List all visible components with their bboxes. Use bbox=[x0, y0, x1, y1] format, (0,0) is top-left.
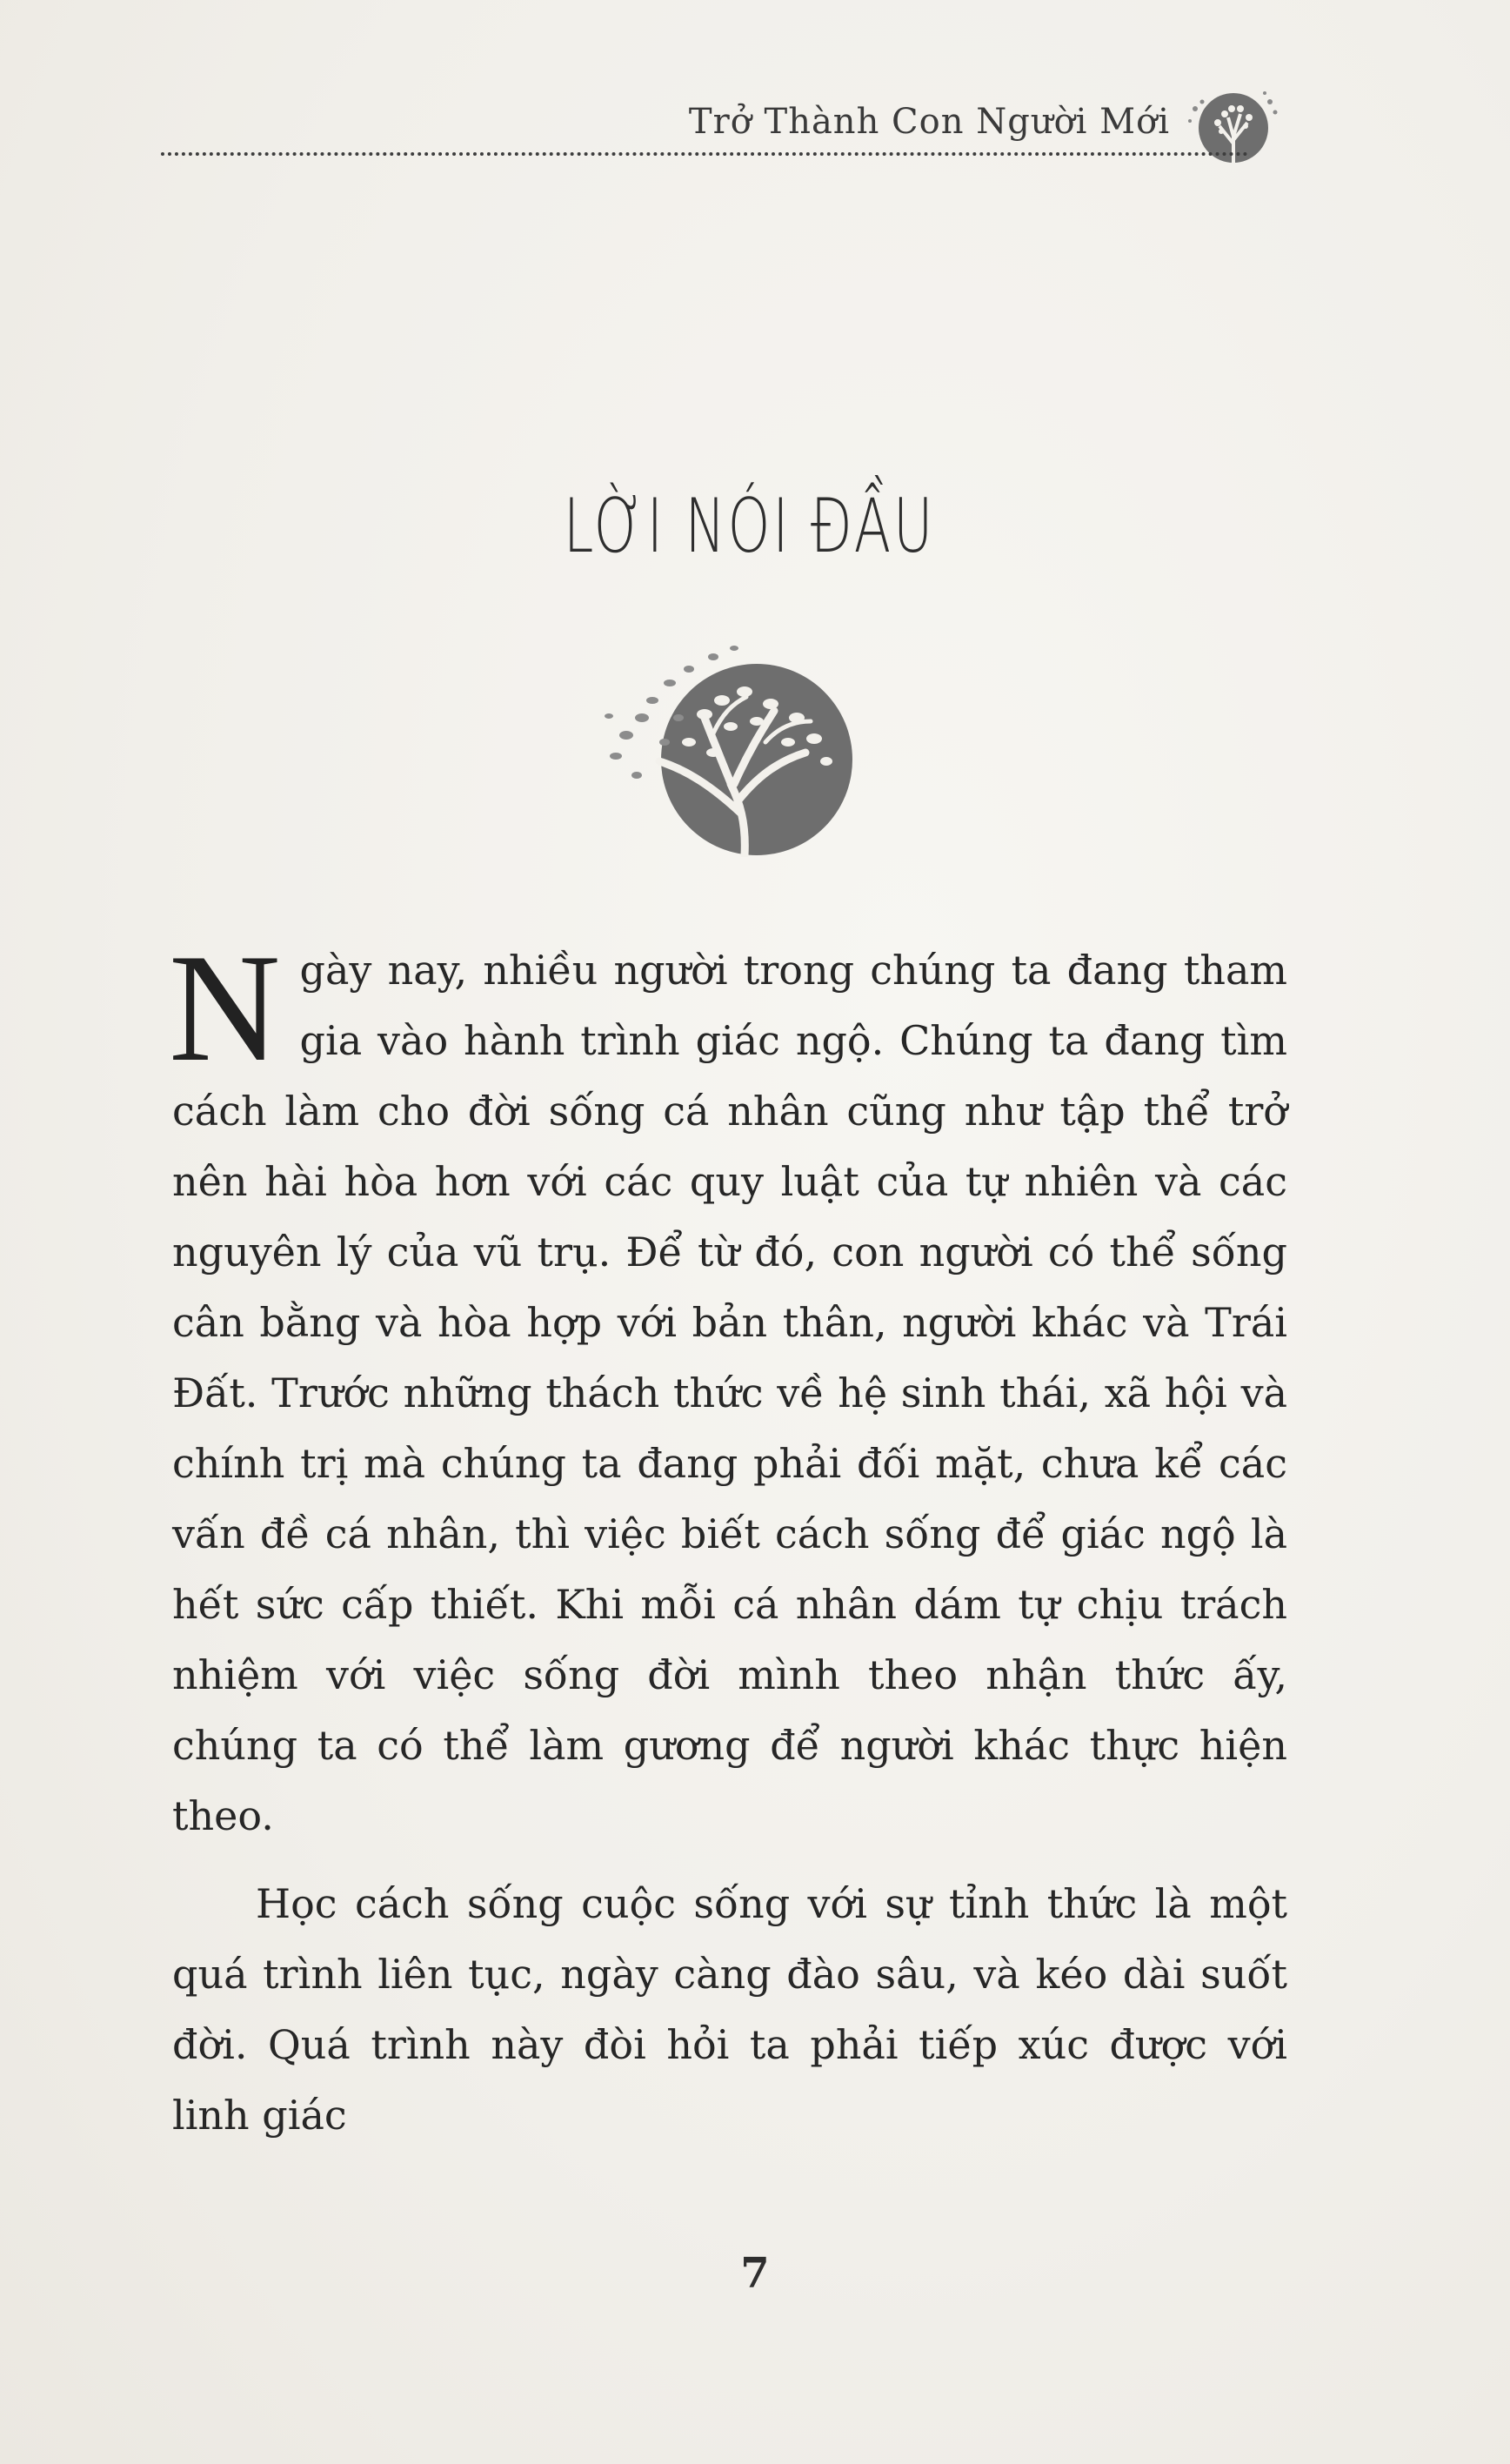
page-number: 7 bbox=[740, 2249, 770, 2298]
header-dotted-rule bbox=[161, 152, 1248, 156]
drop-cap: N bbox=[169, 921, 281, 1094]
paragraph-2: Học cách sống cuộc sống với sự tỉnh thức là một quá trình liên tục, ngày càng đào sâu, và kéo dài suốt đời. Quá trình này đòi hỏi ta phải tiếp xúc được với linh giác bbox=[172, 1880, 1287, 2139]
running-header bbox=[161, 91, 1248, 170]
chapter-title: LỜI NÓI ĐẦU bbox=[563, 483, 936, 570]
paragraph-1 bbox=[169, 921, 1287, 1851]
running-title: Trở Thành Con Người Mới bbox=[688, 102, 1170, 142]
body-text bbox=[169, 921, 1287, 2151]
tree-circle-icon bbox=[1183, 83, 1283, 170]
tree-circle-icon bbox=[591, 631, 870, 857]
paragraph-1-text: gày nay, nhiều người trong chúng ta đang tham gia vào hành trình giác ngộ. Chúng ta đang tìm cách làm cho đời sống cá nhân cũng như tập thể trở nên hài hòa hơn với các quy luật của tự nhiên và các nguyên lý của vũ trụ. Để từ đó, con người có thể sống cân bằng và hòa hợp với bản thân, người khác và Trái Đất. Trước những thách thức về hệ sinh thái, xã hội và chính trị mà chúng ta đang phải đối mặt, chưa kể các vấn đề cá nhân, thì việc biết cách sống để giác ngộ là hết sức cấp thiết. Khi mỗi cá nhân dám tự chịu trách nhiệm với việc sống đời mình theo nhận thức ấy, chúng ta có thể làm gương để người khác thực hiện theo. bbox=[172, 947, 1287, 1839]
